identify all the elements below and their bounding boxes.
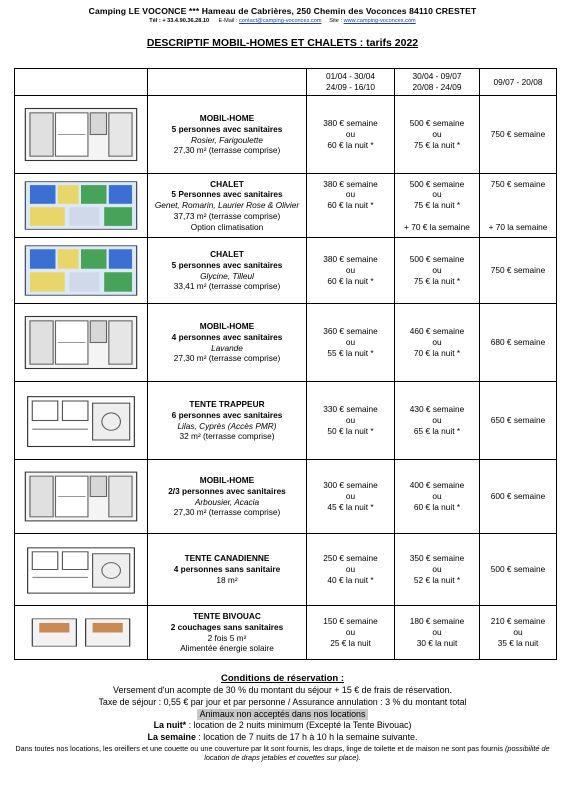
price-period-1: [307, 606, 395, 660]
or-word: ou: [432, 491, 442, 502]
header-empty-cell: [15, 69, 148, 96]
price-period-2: [395, 534, 480, 606]
period-3-header: [480, 69, 557, 96]
unit-area: 33,41 m² (terrasse comprise): [173, 281, 281, 292]
unit-capacity: 5 personnes avec sanitaires: [171, 259, 283, 270]
header-empty-cell: [148, 69, 307, 96]
night-price: 60 € la nuit *: [327, 200, 374, 211]
night-price: 30 € la nuit: [416, 637, 458, 648]
unit-type: TENTE CANADIENNE: [184, 553, 270, 564]
week-rule-label: La semaine: [147, 732, 196, 742]
price-period-2: [395, 96, 480, 174]
or-word: ou: [432, 627, 442, 638]
unit-type: CHALET: [210, 178, 244, 189]
unit-type: MOBIL-HOME: [199, 112, 255, 123]
week-price: 150 € semaine: [323, 616, 378, 627]
period-2-line1: 30/04 - 09/07: [412, 71, 462, 82]
telephone: Tél : + 33.4.90.36.28.10: [149, 18, 210, 24]
week-price: 500 € semaine: [409, 178, 465, 189]
unit-names: Arbousier, Acacia: [194, 496, 260, 507]
or-word: ou: [432, 189, 442, 200]
night-price: 50 € la nuit *: [327, 425, 374, 436]
aircon-supplement: + 70 € la semaine: [404, 221, 470, 232]
week-price: 750 € semaine: [490, 265, 546, 276]
unit-area: 27,30 m² (terrasse comprise): [173, 145, 281, 156]
unit-capacity: 5 Personnes avec sanitaires: [171, 189, 283, 200]
week-price: 430 € semaine: [409, 404, 465, 415]
price-period-1: [307, 534, 395, 606]
unit-floor-plan: [15, 304, 148, 382]
or-word: ou: [345, 265, 356, 276]
unit-names: Rosier, Farigoulette: [191, 134, 263, 145]
week-price: 650 € semaine: [490, 415, 546, 426]
unit-description: [148, 606, 307, 660]
linen-note-text: Dans toutes nos locations, les oreillers et une couette ou une couverture par lit sont fournis, les draps, linge de toilette et de maison ne sont pas fournis: [15, 743, 503, 753]
price-period-1: [307, 382, 395, 460]
price-table: [14, 68, 557, 660]
week-price: 180 € semaine: [409, 616, 465, 627]
price-period-1: [307, 174, 395, 238]
price-period-3: [480, 606, 557, 660]
campsite-address: Camping LE VOCONCE *** Hameau de Cabrières, 250 Chemin des Voconces 84110 CRESTET: [88, 6, 477, 16]
unit-floor-plan: [15, 238, 148, 304]
email-label: E-Mail :: [218, 18, 238, 24]
week-price: 380 € semaine: [323, 254, 378, 265]
week-price: 380 € semaine: [323, 118, 378, 129]
night-price: 60 € la nuit *: [327, 139, 374, 150]
unit-description: [148, 238, 307, 304]
price-period-3: [480, 238, 557, 304]
aircon-supplement: + 70 la semaine: [488, 221, 548, 232]
linen-note-italic: (possibilité de location de draps jetables et couettes sur place).: [204, 743, 550, 763]
or-word: ou: [432, 129, 442, 140]
table-row: [15, 382, 557, 460]
unit-floor-plan: [15, 96, 148, 174]
unit-capacity: 6 personnes avec sanitaires: [171, 409, 283, 420]
night-price: 55 € la nuit *: [327, 347, 374, 358]
unit-description: [148, 304, 307, 382]
unit-floor-plan: [15, 460, 148, 534]
unit-description: [148, 382, 307, 460]
night-price: 25 € la nuit: [330, 637, 371, 648]
floor-plan-icon: [23, 388, 139, 453]
period-3-line1: 09/07 - 20/08: [493, 76, 543, 87]
unit-type: MOBIL-HOME: [199, 474, 255, 485]
or-word: ou: [345, 189, 356, 200]
period-2-header: [395, 69, 480, 96]
period-2-line2: 20/08 - 24/09: [412, 82, 462, 92]
or-word: ou: [432, 415, 442, 426]
unit-capacity: 2/3 personnes avec sanitaires: [168, 485, 286, 496]
site-label: Site :: [329, 18, 343, 24]
unit-description: [148, 460, 307, 534]
unit-type: CHALET: [210, 248, 244, 259]
night-rule-label: La nuit*: [153, 720, 187, 731]
unit-names: Lilas, Cyprès (Accès PMR): [177, 420, 277, 431]
unit-area: 27,30 m² (terrasse comprise): [173, 353, 281, 364]
week-price: 500 € semaine: [490, 564, 546, 575]
unit-capacity: 2 couchages sans sanitaires: [170, 621, 284, 632]
floor-plan-icon: [23, 102, 139, 167]
night-price: 60 € la nuit *: [327, 275, 374, 286]
week-price: 330 € semaine: [323, 404, 378, 415]
week-price: 600 € semaine: [490, 491, 546, 502]
price-period-2: [395, 382, 480, 460]
unit-type: MOBIL-HOME: [199, 320, 255, 331]
contact-line: [0, 18, 565, 24]
price-period-1: [307, 238, 395, 304]
unit-capacity: 5 personnes avec sanitaires: [171, 123, 283, 134]
night-price: 52 € la nuit *: [413, 574, 461, 585]
unit-option: Option climatisation: [190, 221, 264, 232]
night-rule: [0, 720, 565, 732]
price-period-1: [307, 460, 395, 534]
unit-area: 2 fois 5 m²: [207, 632, 247, 643]
table-row: [15, 96, 557, 174]
night-price: 45 € la nuit *: [327, 501, 374, 512]
table-row: [15, 606, 557, 660]
unit-option: Alimentée énergie solaire: [180, 643, 274, 654]
price-period-2: [395, 174, 480, 238]
or-word: ou: [345, 337, 356, 348]
price-period-3: [480, 534, 557, 606]
unit-type: TENTE BIVOUAC: [193, 610, 261, 621]
period-1-line2: 24/09 - 16/10: [326, 82, 375, 92]
night-price: 75 € la nuit *: [413, 200, 461, 211]
unit-area: 27,30 m² (terrasse comprise): [173, 507, 281, 518]
table-row: [15, 174, 557, 238]
week-price: 360 € semaine: [323, 326, 378, 337]
booking-conditions: [0, 673, 565, 763]
unit-type: TENTE TRAPPEUR: [189, 398, 265, 409]
document-title: DESCRIPTIF MOBIL-HOMES ET CHALETS : tarifs 2022: [146, 37, 419, 49]
night-price: 35 € la nuit: [497, 637, 539, 648]
week-price: 680 € semaine: [490, 337, 546, 348]
week-price: 350 € semaine: [409, 553, 465, 564]
email-link[interactable]: contact@camping-voconces.com: [239, 18, 322, 24]
or-word: ou: [513, 627, 523, 638]
deposit-line: Versement d'un acompte de 30 % du montant du séjour + 15 € de frais de réservation.: [113, 685, 452, 695]
unit-area: 18 m²: [216, 574, 238, 585]
table-row: [15, 534, 557, 606]
unit-floor-plan: [15, 534, 148, 606]
unit-area: 37,73 m² (terrasse comprise): [173, 210, 281, 221]
night-price: 65 € la nuit *: [413, 425, 461, 436]
week-price: 500 € semaine: [409, 254, 465, 265]
week-rule: [0, 732, 565, 744]
night-price: 60 € la nuit *: [413, 501, 461, 512]
week-rule-text: : location de 7 nuits de 17 h à 10 h la semaine suivante.: [195, 732, 418, 742]
unit-names: Glycine, Tilleul: [200, 270, 254, 281]
week-price: 300 € semaine: [323, 480, 378, 491]
or-word: ou: [345, 627, 356, 638]
unit-capacity: 4 personnes sans sanitaire: [173, 564, 281, 575]
unit-description: [148, 174, 307, 238]
floor-plan-icon: [23, 310, 139, 375]
period-1-line1: 01/04 - 30/04: [326, 71, 375, 82]
night-price: 75 € la nuit *: [413, 139, 461, 150]
unit-floor-plan: [15, 382, 148, 460]
unit-floor-plan: [15, 606, 148, 660]
week-price: 750 € semaine: [490, 129, 546, 140]
floor-plan-icon: [23, 244, 139, 297]
tax-line: Taxe de séjour : 0,55 € par jour et par personne / Assurance annulation : 3 % du montant total: [98, 696, 467, 707]
floor-plan-icon: [23, 180, 139, 231]
or-word: ou: [432, 265, 442, 276]
unit-names: Genet, Romarin, Laurier Rose & Olivier: [154, 200, 300, 211]
or-word: ou: [432, 564, 442, 575]
floor-plan-icon: [23, 612, 139, 653]
table-row: [15, 304, 557, 382]
or-word: ou: [345, 129, 356, 140]
night-price: 40 € la nuit *: [327, 574, 374, 585]
or-word: ou: [345, 491, 356, 502]
price-period-2: [395, 238, 480, 304]
week-price: 210 € semaine: [490, 616, 546, 627]
night-price: 70 € la nuit *: [413, 347, 461, 358]
price-period-3: [480, 460, 557, 534]
night-rule-text: : location de 2 nuits minimum (Excepté la Tente Bivouac): [186, 720, 412, 731]
unit-names: Lavande: [211, 342, 243, 353]
unit-floor-plan: [15, 174, 148, 238]
week-price: 460 € semaine: [409, 326, 465, 337]
price-period-1: [307, 304, 395, 382]
table-row: [15, 460, 557, 534]
price-period-2: [395, 304, 480, 382]
conditions-title: Conditions de réservation :: [221, 673, 344, 684]
or-word: ou: [345, 564, 356, 575]
or-word: ou: [432, 337, 442, 348]
linen-note: [0, 744, 565, 763]
period-1-header: [307, 69, 395, 96]
week-price: 400 € semaine: [409, 480, 465, 491]
floor-plan-icon: [23, 466, 139, 527]
table-row: [15, 238, 557, 304]
price-period-2: [395, 606, 480, 660]
unit-capacity: 4 personnes avec sanitaires: [171, 331, 283, 342]
price-period-2: [395, 460, 480, 534]
unit-description: [148, 534, 307, 606]
table-header-row: [15, 69, 557, 96]
night-price: 75 € la nuit *: [413, 275, 461, 286]
week-price: 500 € semaine: [409, 118, 465, 129]
unit-description: [148, 96, 307, 174]
week-price: 750 € semaine: [490, 178, 546, 189]
website-link[interactable]: www.camping-voconces.com: [343, 18, 416, 24]
or-word: ou: [345, 415, 356, 426]
price-period-1: [307, 96, 395, 174]
unit-area: 32 m² (terrasse comprise): [179, 431, 275, 442]
floor-plan-icon: [23, 540, 139, 599]
week-price: 250 € semaine: [323, 553, 378, 564]
price-period-3: [480, 96, 557, 174]
header: [0, 0, 565, 24]
no-pets-notice: Animaux non acceptés dans nos locations: [197, 709, 369, 721]
week-price: 380 € semaine: [323, 178, 378, 189]
price-period-3: [480, 382, 557, 460]
price-period-3: [480, 304, 557, 382]
price-period-3: [480, 174, 557, 238]
